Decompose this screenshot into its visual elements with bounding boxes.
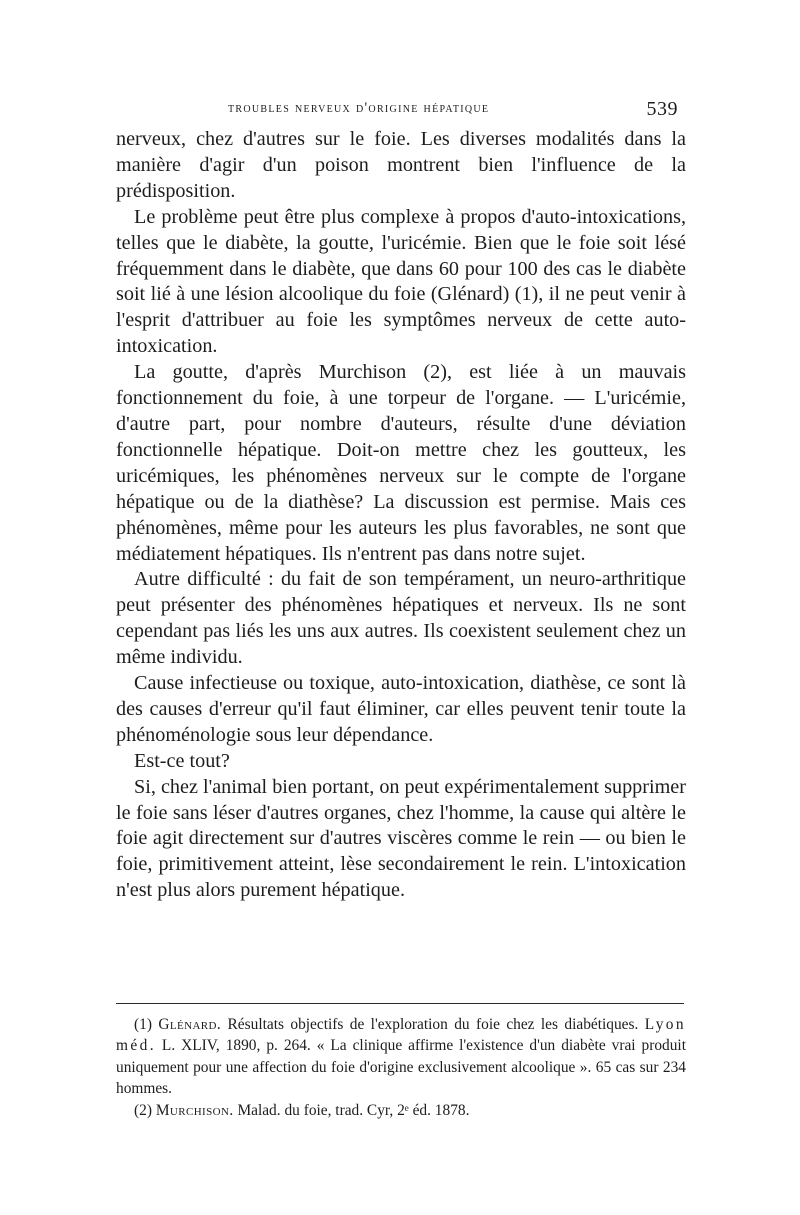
footnote-2-author: Murchison.: [155, 1101, 234, 1119]
paragraph-cause-infectieuse: Cause infectieuse ou toxique, auto-intoxication, diathèse, ce sont là des causes d'erreur qu'il faut éliminer, car elles peuvent tenir toute la phénoménologie sous leur dépendance.: [116, 672, 686, 746]
footnote-2-marker: (2): [134, 1101, 152, 1119]
footnote-1-text-a: Résultats objectifs de l'exploration du foie chez les diabétiques.: [227, 1016, 639, 1033]
main-text: [116, 127, 686, 904]
footnotes: [116, 1014, 686, 1121]
paragraph-animal: Si, chez l'animal bien portant, on peut expérimentalement supprimer le foie sans léser d'autres organes, chez l'homme, la cause qui altère le foie agit directement sur d'autres viscères comme le rein — ou bien le foie, primitivement atteint, lèse secondairement le rein. L'intoxication n'est plus alors purement hépatique.: [116, 775, 686, 902]
footnote-1-author: Glénard.: [158, 1016, 222, 1033]
page-number: 539: [646, 98, 678, 120]
footnote-2: [116, 1100, 686, 1121]
paragraph-autre-difficulte: Autre difficulté : du fait de son tempérament, un neuro-arthritique peut présenter des phénomènes hépatiques et nerveux. Ils ne sont cependant pas liés les uns aux autres. Ils coexistent seulement chez un même individu.: [116, 568, 686, 669]
paragraph-continuation: nerveux, chez d'autres sur le foie. Les diverses modalités dans la manière d'agir d'un poison montrent bien l'influence de la prédisposition.: [116, 128, 686, 202]
paragraph-est-ce-tout: Est-ce tout?: [134, 749, 230, 772]
footnote-divider: [116, 1003, 684, 1004]
running-head: [228, 98, 678, 124]
footnote-2-text: Malad. du foie, trad. Cyr, 2ᵉ éd. 1878.: [237, 1101, 470, 1119]
footnote-1: [116, 1014, 686, 1100]
footnote-1-journal: Lyon méd.: [116, 1016, 686, 1055]
paragraph-auto-intoxications: Le problème peut être plus complexe à propos d'auto-intoxications, telles que le diabète, la goutte, l'uricémie. Bien que le foie soit lésé fréquemment dans le diabète, que dans 60 pour 100 des cas le diabète soit lié à une lésion alcoolique du foie (Glénard) (1), il ne peut venir à l'esprit d'attribuer au foie les symptômes nerveux de cette auto-intoxication.: [116, 205, 686, 358]
footnote-1-marker: (1): [134, 1016, 152, 1033]
paragraph-goutte: La goutte, d'après Murchison (2), est liée à un mauvais fonctionnement du foie, à une torpeur de l'organe. — L'uricémie, d'autre part, pour nombre d'auteurs, résulte d'une déviation fonctionnelle hépatique. Doit-on mettre chez les goutteux, les uricémiques, les phénomènes nerveux sur le compte de l'organe hépatique ou de la diathèse? La discussion est permise. Mais ces phénomènes, même pour les auteurs les plus favorables, ne sont que médiatement hépatiques. Ils n'entrent pas dans notre sujet.: [116, 361, 686, 565]
footnote-1-text-b: L. XLIV, 1890, p. 264. « La clinique affirme l'existence d'un diabète vrai produit uniquement pour une affection du foie d'origine exclusivement alcoolique ». 65 cas sur 234 hommes.: [116, 1037, 686, 1098]
running-title: troubles nerveux d'origine hépatique: [228, 100, 490, 116]
